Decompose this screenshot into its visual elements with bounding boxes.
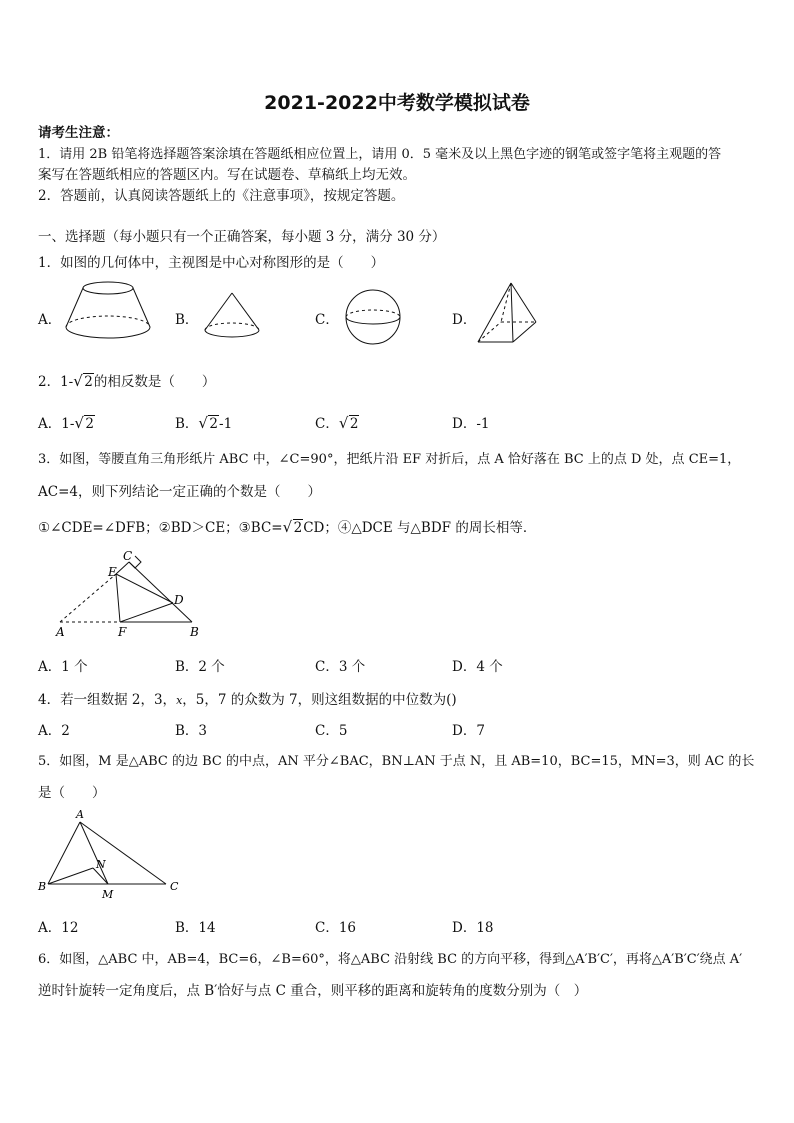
label-c: C xyxy=(123,549,133,563)
q4-option-b: B．3 xyxy=(175,723,208,739)
q1-option-a-label: A． xyxy=(38,312,62,328)
question-3-statements: ①∠CDE=∠DFB；②BD＞CE；③BC=√ 2CD；④△DCE 与△BDF 的周长相等． xyxy=(38,516,536,536)
q4-option-d: D．7 xyxy=(452,723,485,739)
frustum-figure xyxy=(62,278,154,348)
label-e: E xyxy=(108,565,117,579)
q2-option-d: D．-1 xyxy=(452,416,490,432)
q5-option-a: A．12 xyxy=(38,920,79,936)
question-5-line-1: 5．如图，M 是△ABC 的边 BC 的中点，AN 平分∠BAC，BN⊥AN 于点 N，且 AB=10，BC=15，MN=3，则 AC 的长 xyxy=(38,754,755,769)
q2-option-a: A．1-√ 2 xyxy=(38,412,95,432)
q2-option-b: B．√ 2-1 xyxy=(175,412,232,432)
q1-option-b-label: B． xyxy=(175,312,199,328)
sphere-figure xyxy=(344,288,406,350)
sqrt-symbol: √ 2 xyxy=(340,416,360,432)
sqrt-symbol: √ 2 xyxy=(199,416,219,432)
sqrt-symbol: √ 2 xyxy=(284,520,304,536)
q5-option-d: D．18 xyxy=(452,920,494,936)
label-a: A xyxy=(56,625,65,639)
q3-option-b: B．2 个 xyxy=(175,659,225,675)
q3-triangle-figure xyxy=(52,548,212,643)
notice-line-2: 2．答题前，认真阅读答题纸上的《注意事项》，按规定答题。 xyxy=(38,188,405,204)
q4-option-a: A．2 xyxy=(38,723,70,739)
q3-option-a: A．1 个 xyxy=(38,659,88,675)
q2-stem-post: 的相反数是（ ） xyxy=(93,374,216,390)
question-2-stem xyxy=(38,370,215,390)
label-m: M xyxy=(102,888,114,901)
label-c: C xyxy=(170,880,179,893)
variable-x: x xyxy=(176,694,183,707)
question-6-line-2: 逆时针旋转一定角度后，点 B′恰好与点 C 重合，则平移的距离和旋转角的度数分别为（ ） xyxy=(38,983,588,999)
sqrt-symbol: √ 2 xyxy=(74,374,94,390)
question-3-line-2: AC=4，则下列结论一定正确的个数是（ ） xyxy=(38,484,321,500)
section-heading: 一、选择题（每小题只有一个正确答案，每小题 3 分，满分 30 分） xyxy=(38,229,446,245)
q5-option-c: C．16 xyxy=(315,920,357,936)
pyramid-figure xyxy=(475,280,541,350)
question-1-stem: 1．如图的几何体中，主视图是中心对称图形的是（ ） xyxy=(38,255,385,271)
q5-option-b: B．14 xyxy=(175,920,216,936)
question-6-line-1: 6．如图，△ABC 中，AB=4，BC=6，∠B=60°，将△ABC 沿射线 BC 的方向平移，得到△A′B′C′，再将△A′B′C′绕点 A′ xyxy=(38,952,743,967)
notice-line-1a: 1．请用 2B 铅笔将选择题答案涂填在答题纸相应位置上，请用 0．5 毫米及以上黑色字迹的钢笔或签字笔将主观题的答 xyxy=(38,147,722,162)
q2-stem-pre: 2．1- xyxy=(38,374,74,390)
label-a: A xyxy=(76,808,84,821)
label-f: F xyxy=(118,625,127,639)
q3-option-d: D．4 个 xyxy=(452,659,503,675)
notice-heading: 请考生注意： xyxy=(38,125,119,141)
question-4-stem: 4．若一组数据 2，3，x，5，7 的众数为 7，则这组数据的中位数为() xyxy=(38,692,457,708)
q2-option-c: C．√ 2 xyxy=(315,412,359,432)
q5-triangle-figure xyxy=(36,806,186,902)
question-3-line-1: 3．如图，等腰直角三角形纸片 ABC 中，∠C=90°，把纸片沿 EF 对折后，点 A 恰好落在 BC 上的点 D 处，点 CE=1， xyxy=(38,452,741,467)
q1-option-d-label: D． xyxy=(452,312,477,328)
label-n: N xyxy=(96,858,106,871)
label-b: B xyxy=(38,880,47,893)
label-b: B xyxy=(190,625,199,639)
page-title: 2021-2022中考数学模拟试卷 xyxy=(264,92,530,114)
q1-option-c-label: C． xyxy=(315,312,339,328)
cone-figure xyxy=(200,290,270,345)
q3-option-c: C．3 个 xyxy=(315,659,366,675)
label-d: D xyxy=(174,593,184,607)
notice-line-1b: 案写在答题纸相应的答题区内。写在试题卷、草稿纸上均无效。 xyxy=(38,167,416,183)
question-5-line-2: 是（ ） xyxy=(38,785,106,801)
q4-option-c: C．5 xyxy=(315,723,348,739)
sqrt-symbol: √ 2 xyxy=(75,416,95,432)
